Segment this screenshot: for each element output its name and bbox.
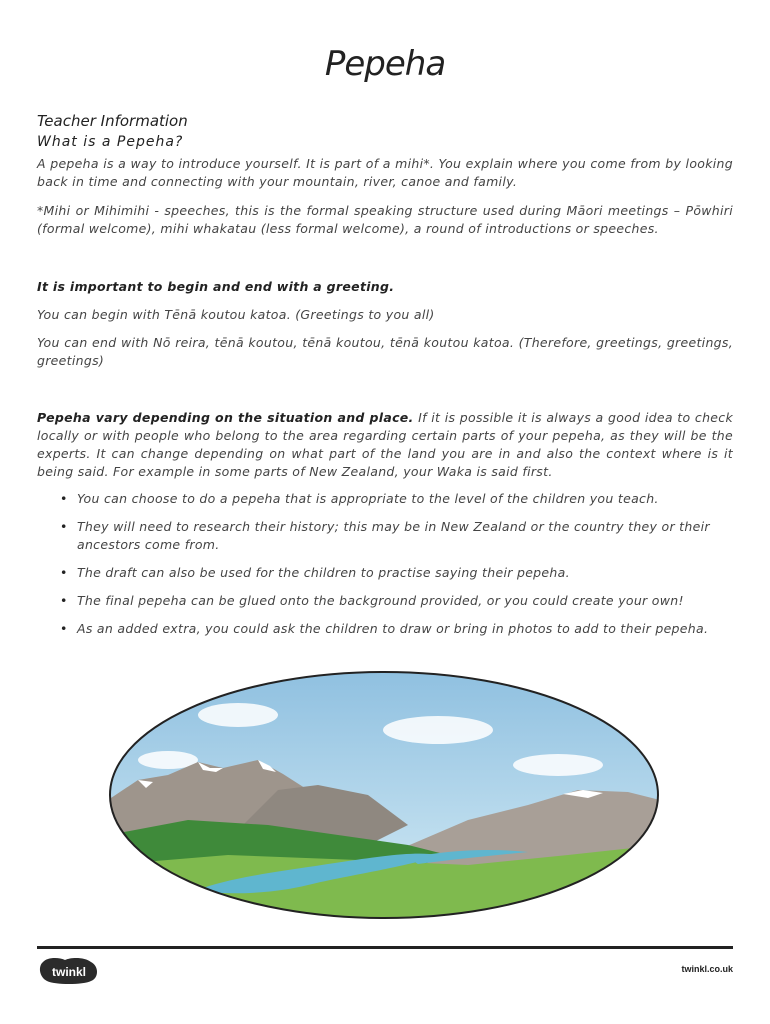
website-link[interactable]: twinkl.co.uk xyxy=(681,964,733,974)
greeting-heading: It is important to begin and end with a greeting. xyxy=(37,279,395,294)
list-item-text: The draft can also be used for the children to practise saying their pepeha. xyxy=(77,565,570,580)
vary-body: If it is possible it is always a good idea to check locally or with people who belong to the area regarding certain parts of your pepeha, as they will be the experts. It can change depending on what part of the land you are in and also the context where is it being said. For example in some parts of New Zealand, your Waka is said first. xyxy=(37,410,734,479)
list-item xyxy=(60,490,740,508)
list-item xyxy=(60,518,740,554)
list-item xyxy=(60,620,740,638)
bullet-dot: • xyxy=(60,565,68,580)
list-item xyxy=(60,564,740,582)
bullet-dot: • xyxy=(60,491,68,506)
greeting-begin: You can begin with Tēnā koutou katoa. (Greetings to you all) xyxy=(37,307,435,322)
page-title: Pepeha xyxy=(324,44,446,84)
landscape-illustration xyxy=(108,670,660,920)
logo-text: twinkl xyxy=(51,965,87,979)
list-item-text: The final pepeha can be glued onto the background provided, or you could create your own! xyxy=(77,593,684,608)
footnote-paragraph: *Mihi or Mihimihi - speeches, this is the formal speaking structure used during Māori meetings – Pōwhiri (formal welcome), mihi whakatau (less formal welcome), a round of introductions or speeches. xyxy=(37,203,733,236)
bullet-dot: • xyxy=(60,519,68,534)
bullet-dot: • xyxy=(60,593,68,608)
list-item-text: As an added extra, you could ask the children to draw or bring in photos to add to their pepeha. xyxy=(77,621,709,636)
vary-paragraph xyxy=(37,409,733,481)
list-item-text: You can choose to do a pepeha that is appropriate to the level of the children you teach. xyxy=(77,491,659,506)
bullet-dot: • xyxy=(60,621,68,636)
twinkl-logo xyxy=(37,956,101,986)
list-item-text: They will need to research their history; this may be in New Zealand or the country they or their ancestors come from. xyxy=(77,519,710,552)
tips-list xyxy=(60,490,740,648)
intro-paragraph: A pepeha is a way to introduce yourself. It is part of a mihi*. You explain where you come from by looking back in time and connecting with your mountain, river, canoe and family. xyxy=(37,156,733,189)
vary-heading: Pepeha vary depending on the situation and place. xyxy=(37,410,414,425)
greeting-end: You can end with Nō reira, tēnā koutou, tēnā koutou, tēnā koutou katoa. (Therefore, greetings, greetings, greetings) xyxy=(37,335,733,368)
footer-rule xyxy=(37,946,733,949)
subheading: What is a Pepeha? xyxy=(37,134,184,150)
list-item xyxy=(60,592,740,610)
section-heading: Teacher Information xyxy=(37,112,188,130)
